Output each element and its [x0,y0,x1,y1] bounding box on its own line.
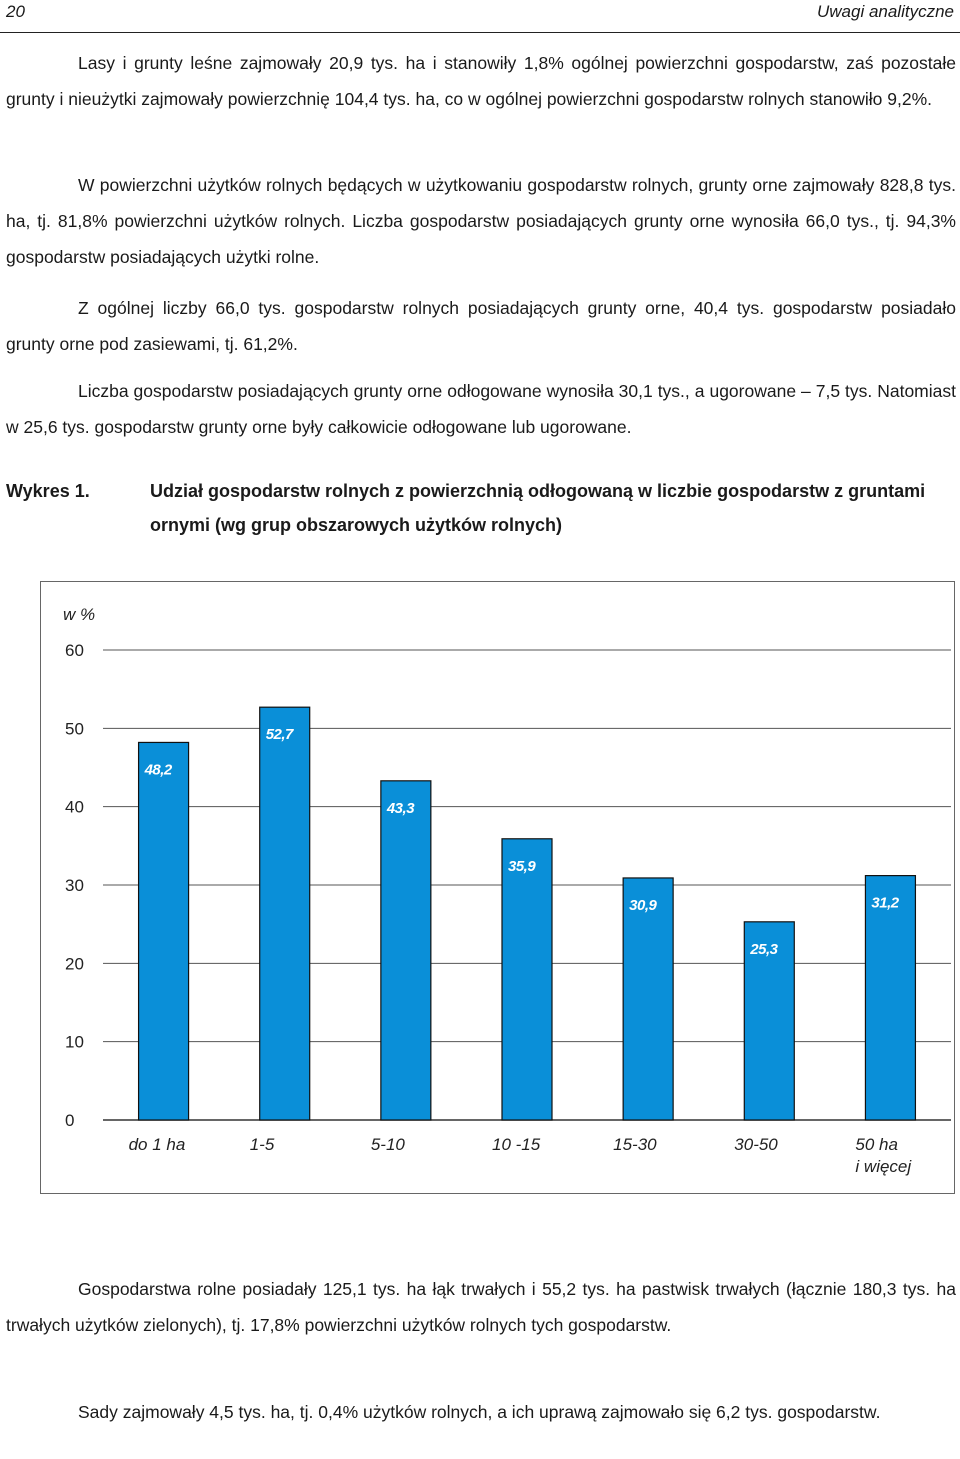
page-header [0,0,960,33]
paragraph-forest-land: Lasy i grunty leśne zajmowały 20,9 tys. ha i stanowiły 1,8% ogólnej powierzchni gospodarstw, zaś pozostałe grunty i nieużytki zajmowały powierzchnię 104,4 tys. ha, co w ogólnej powierzchni gospodarstw rolnych stanowiło 9,2%. [6,53,956,109]
bar-value-label: 52,7 [265,726,293,744]
bar [139,742,189,1120]
paragraph-sown-land: Z ogólnej liczby 66,0 tys. gospodarstw rolnych posiadających grunty orne, 40,4 tys. gospodarstw posiadało grunty orne pod zasiewami, tj. 61,2%. [6,298,956,354]
bar-value-label: 48,2 [144,761,172,779]
paragraph-fallow-land: Liczba gospodarstw posiadających grunty orne odłogowane wynosiła 30,1 tys., a ugorowane – 7,5 tys. Natomiast w 25,6 tys. gospodarstw grunty orne były całkowicie odłogowane lub ugorowane. [6,381,956,437]
y-tick-label: 20 [65,954,84,974]
chart-frame [40,581,955,1194]
figure-title: Udział gospodarstw rolnych z powierzchnią odłogowaną w liczbie gospodarstw z gruntami ornymi (wg grup obszarowych użytków rolnych) [150,481,926,535]
bar-value-label: 30,9 [629,896,657,914]
x-tick-label: 15-30 [613,1135,657,1154]
bar [260,707,310,1120]
y-tick-label: 60 [65,641,84,660]
x-tick-label: 1-5 [249,1135,275,1154]
x-tick-label: 5-10 [370,1135,405,1154]
page-number: 20 [6,2,25,21]
y-tick-label: 0 [65,1111,75,1130]
bar-value-label: 25,3 [750,940,778,958]
y-tick-label: 40 [65,797,84,817]
y-tick-label: 50 [65,719,84,739]
bar-value-label: 31,2 [871,894,899,912]
y-axis-label: w % [63,605,96,624]
paragraph-orchards: Sady zajmowały 4,5 tys. ha, tj. 0,4% użytków rolnych, a ich uprawą zajmowało się 6,2 tys. gospodarstw. [78,1402,881,1422]
bar [623,878,673,1120]
bar-chart [41,582,953,1192]
bar [865,876,915,1120]
bar-value-label: 35,9 [508,857,536,875]
paragraph-grassland: Gospodarstwa rolne posiadały 125,1 tys. ha łąk trwałych i 55,2 tys. ha pastwisk trwałych (łącznie 180,3 tys. ha trwałych użytków zielonych), tj. 17,8% powierzchni użytków rolnych tych gospodarstw. [6,1279,956,1335]
figure-label: Wykres 1. [6,481,90,501]
bar [381,781,431,1120]
x-tick-label: do 1 ha [128,1135,186,1154]
paragraph-arable-land: W powierzchni użytków rolnych będących w użytkowaniu gospodarstw rolnych, grunty orne zajmowały 828,8 tys. ha, tj. 81,8% powierzchni użytków rolnych. Liczba gospodarstw posiadających grunty orne wynosiła 66,0 tys., tj. 94,3% gospodarstw posiadających użytki rolne. [6,175,956,267]
running-title: Uwagi analityczne [816,2,954,21]
x-tick-label: 50 ha [855,1135,898,1154]
x-tick-label: i więcej [855,1157,912,1176]
y-tick-label: 30 [65,876,84,895]
y-tick-label: 10 [65,1032,84,1052]
bar [502,839,552,1120]
x-tick-label: 10 -15 [492,1135,541,1154]
bar-value-label: 43,3 [386,799,415,817]
x-tick-label: 30-50 [734,1135,778,1154]
